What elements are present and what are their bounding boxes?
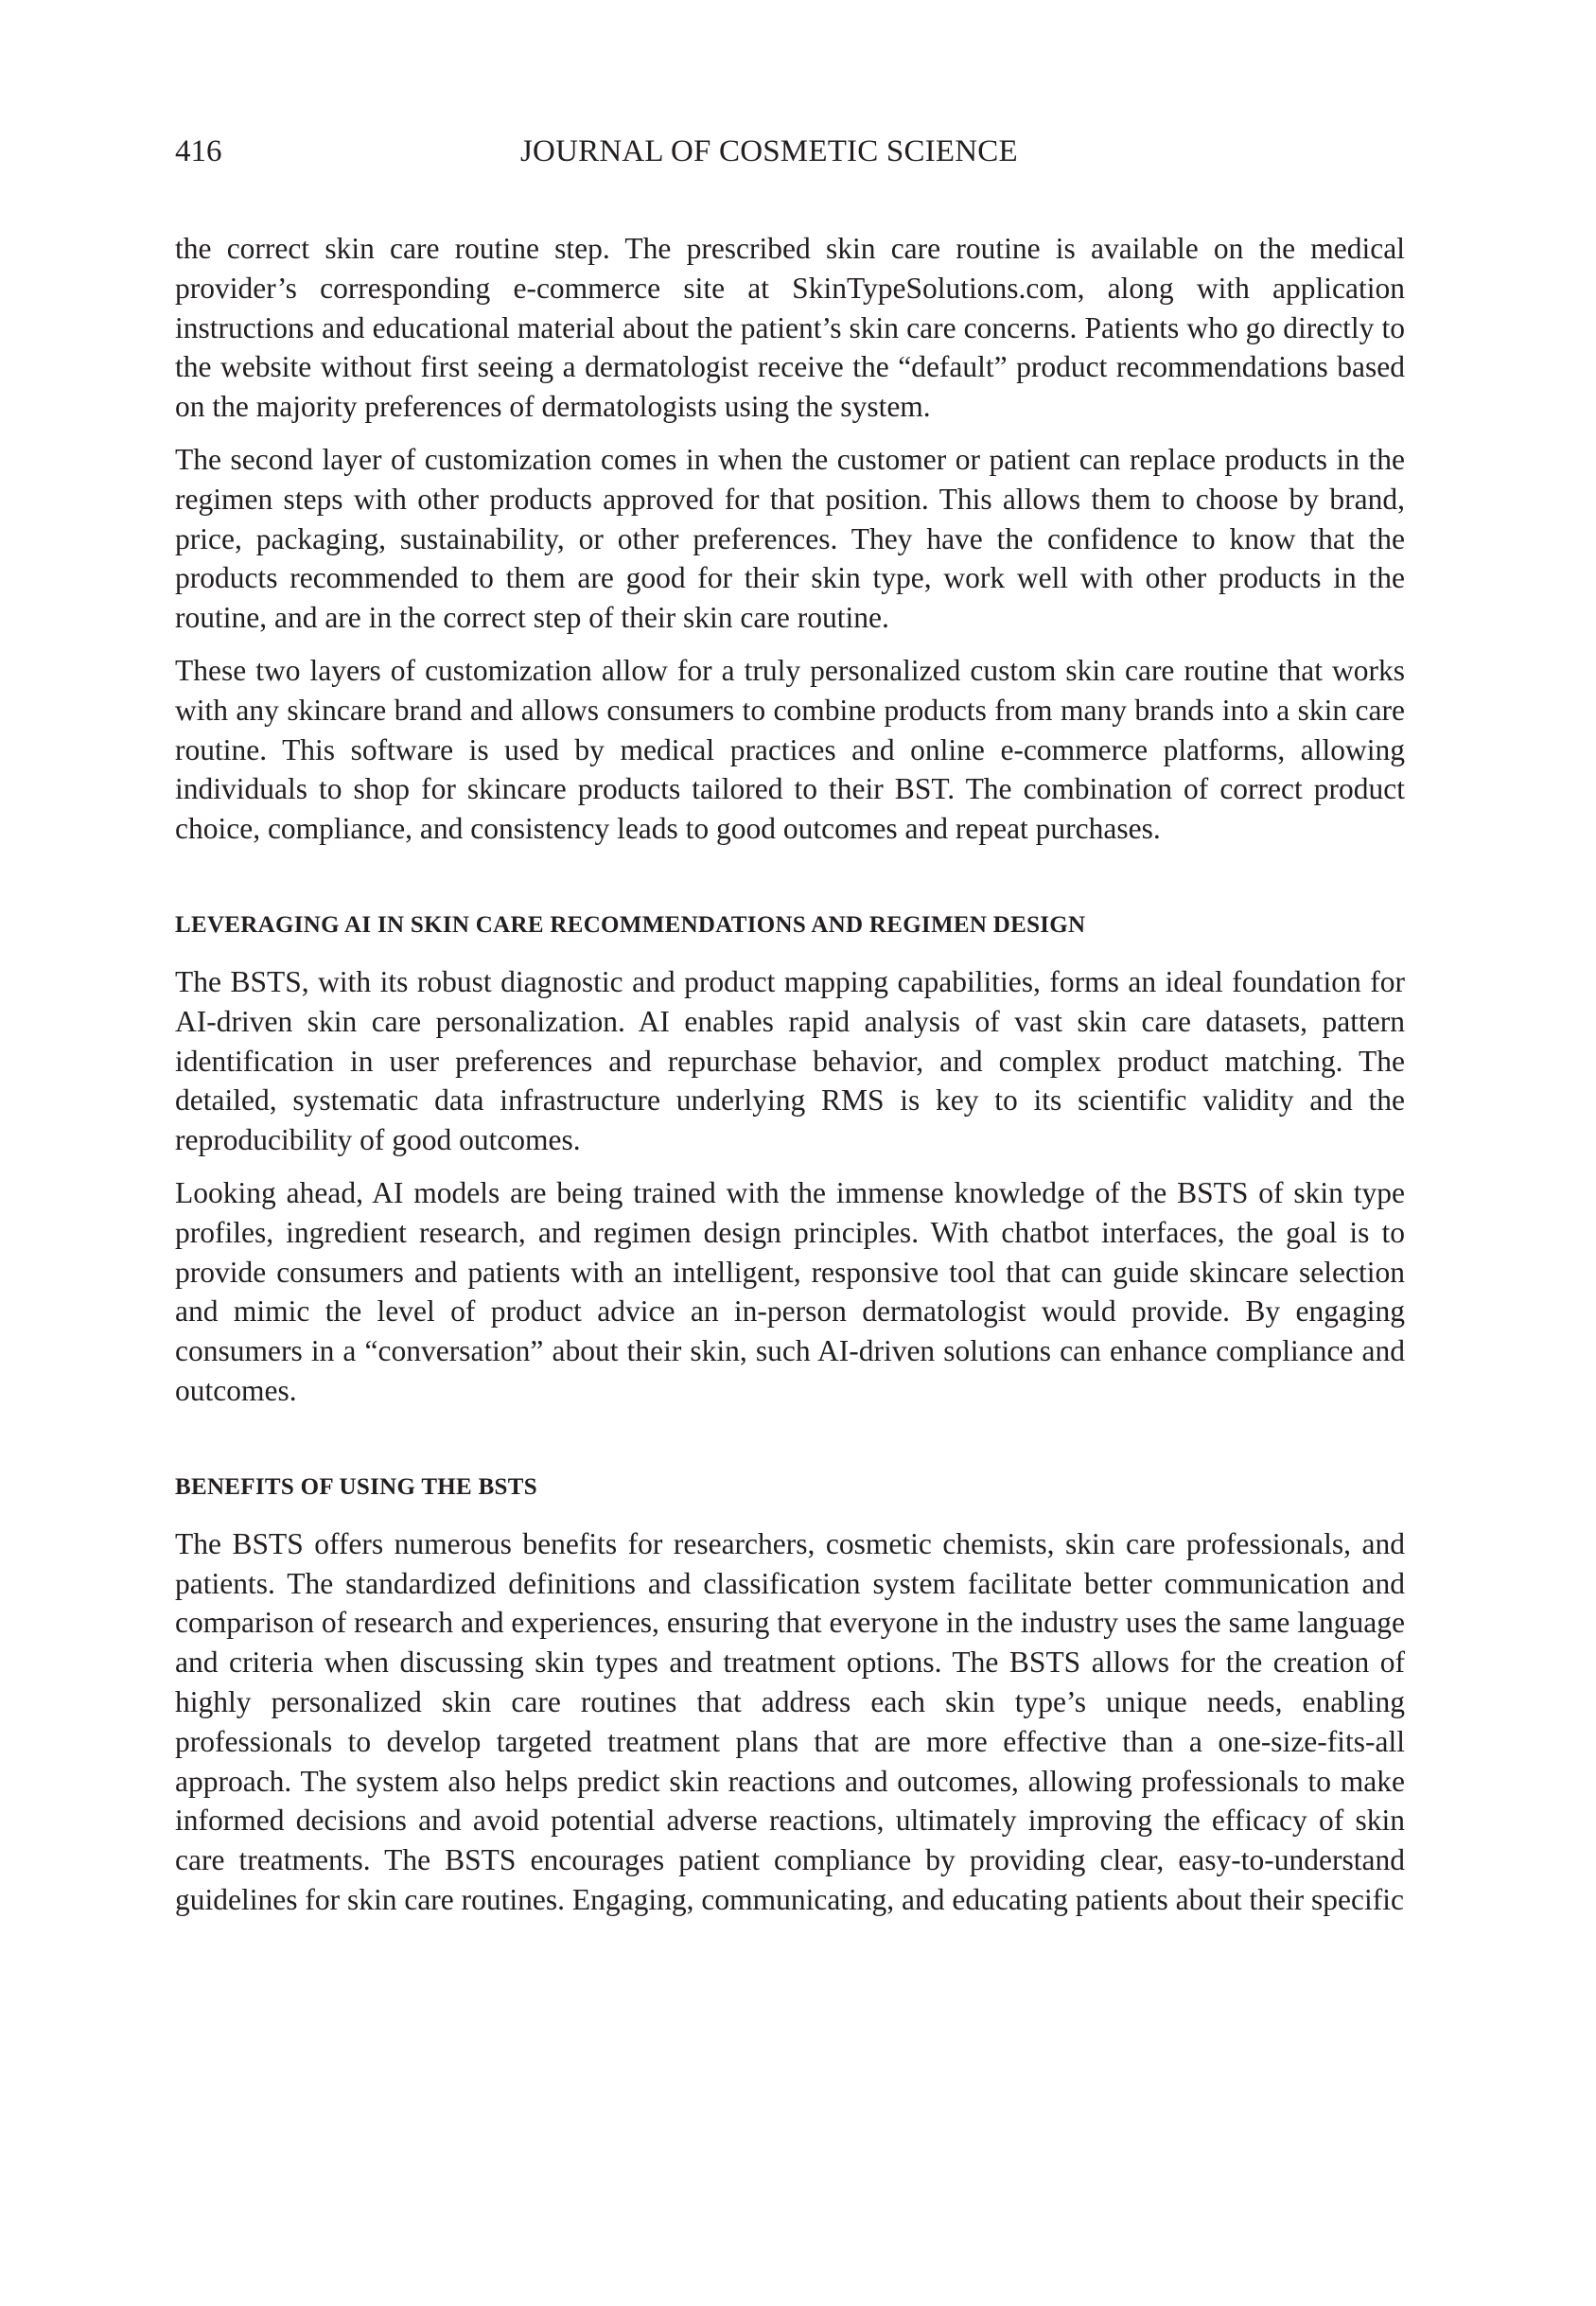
- article-body: [175, 229, 1405, 1933]
- body-paragraph: The BSTS, with its robust diagnostic and product mapping capabilities, forms an ideal foundation for AI-driven skin care personalization. AI enables rapid analysis of vast skin care datasets, pattern identification in user preferences and repurchase behavior, and complex product matching. The detailed, systematic data infrastructure underlying RMS is key to its scientific validity and the reproducibility of good outcomes.: [175, 964, 1405, 1157]
- body-paragraph: The BSTS offers numerous benefits for researchers, cosmetic chemists, skin care professionals, and patients. The standardized definitions and classification system facilitate better communication and comparison of research and experiences, ensuring that everyone in the industry uses the same language and criteria when discussing skin types and treatment options. The BSTS allows for the creation of highly personalized skin care routines that address each skin type’s unique needs, enabling professionals to develop targeted treatment plans that are more effective than a one-size-fits-all approach. The system also helps predict skin reactions and outcomes, allowing professionals to make informed decisions and avoid potential adverse reactions, ultimately improving the efficacy of skin care treatments. The BSTS encourages patient compliance by providing clear, easy-to-understand guidelines for skin care routines. Engaging, communicating, and educating patients about their specific: [175, 1526, 1405, 1916]
- section-heading-benefits: BENEFITS OF USING THE BSTS: [175, 1473, 537, 1500]
- running-header: [175, 132, 1405, 170]
- page-number: 416: [175, 134, 222, 168]
- body-paragraph: The second layer of customization comes in when the customer or patient can replace products in the regimen steps with other products approved for that position. This allows them to choose by brand, price, packaging, sustainability, or other preferences. They have the confidence to know that the products recommended to them are good for their skin type, work well with other products in the routine, and are in the correct step of their skin care routine.: [175, 442, 1405, 635]
- body-paragraph: the correct skin care routine step. The prescribed skin care routine is available on the medical provider’s corresponding e-commerce site at SkinTypeSolutions.com, along with application instructions and educational material about the patient’s skin care concerns. Patients who go directly to the website without first seeing a dermatologist receive the “default” product recommendations based on the majority preferences of dermatologists using the system.: [175, 232, 1405, 424]
- section-heading-ai: LEVERAGING AI IN SKIN CARE RECOMMENDATIONS AND REGIMEN DESIGN: [175, 911, 1086, 938]
- body-paragraph: Looking ahead, AI models are being trained with the immense knowledge of the BSTS of skin type profiles, ingredient research, and regimen design principles. With chatbot interfaces, the goal is to provide consumers and patients with an intelligent, responsive tool that can guide skincare selection and mimic the level of product advice an in-person dermatologist would provide. By engaging consumers in a “conversation” about their skin, such AI-driven solutions can enhance compliance and outcomes.: [175, 1175, 1405, 1407]
- journal-title: JOURNAL OF COSMETIC SCIENCE: [520, 134, 1018, 168]
- body-paragraph: These two layers of customization allow for a truly personalized custom skin care routine that works with any skincare brand and allows consumers to combine products from many brands into a skin care routine. This software is used by medical practices and online e-commerce platforms, allowing individuals to shop for skincare products tailored to their BST. The combination of correct product choice, compliance, and consistency leads to good outcomes and repeat purchases.: [175, 653, 1405, 846]
